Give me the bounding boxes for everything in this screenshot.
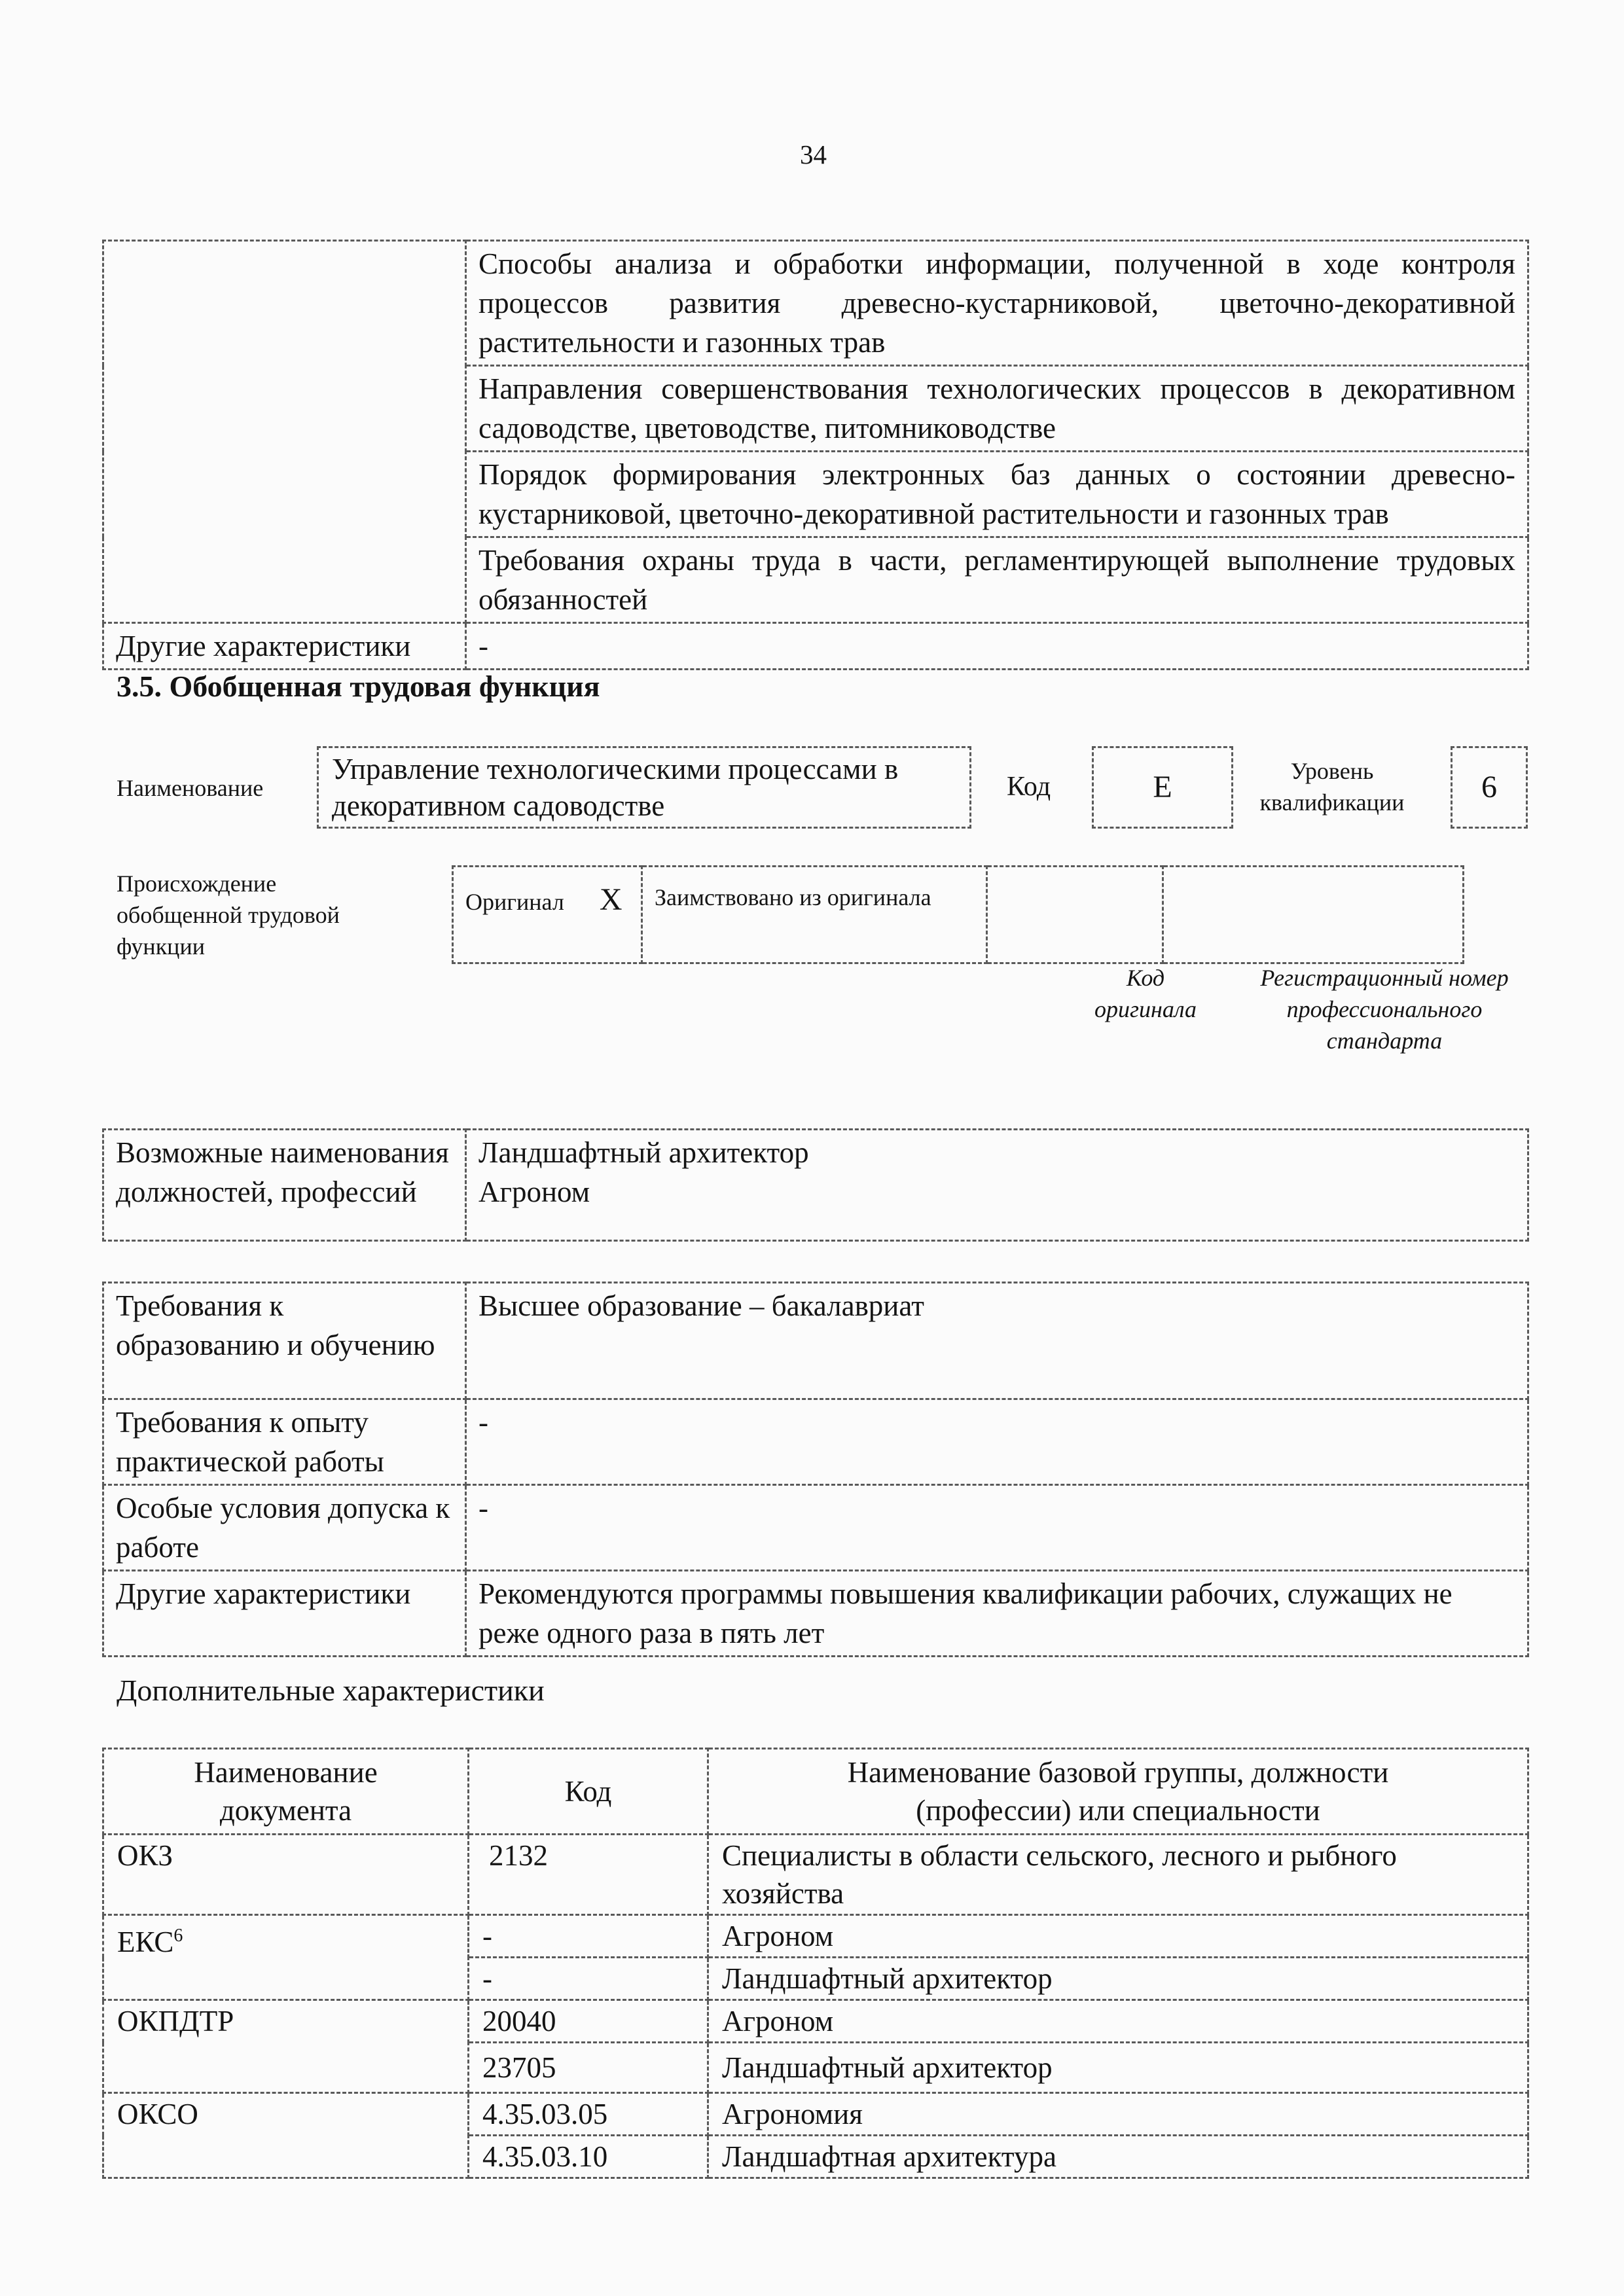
name-cell: Агрономия [708,2093,1528,2136]
other-characteristics-value: - [466,623,1528,670]
origin-table [452,865,1464,964]
knowledge-label-cell [103,241,466,623]
knowledge-item: Направления совершенствования технологических процессов в декоративном садоводстве, цветоводстве, питомниководстве [466,366,1528,452]
knowledge-item: Порядок формирования электронных баз данных о состоянии древесно-кустарниковой, цветочно-декоративной растительности и газонных трав [466,452,1528,537]
code-cell: 2132 [469,1835,708,1915]
borrowed-label: Заимствовано из оригинала [642,867,987,963]
code-cell: - [469,1915,708,1958]
code-cell: 4.35.03.10 [469,2136,708,2178]
doc-okso: ОКСО [103,2093,469,2178]
req-education-label: Требования к образованию и обучению [103,1283,466,1399]
header-code: Код [469,1749,708,1835]
code-cell: 20040 [469,2000,708,2043]
name-cell: Ландшафтный архитектор [708,1958,1528,2000]
additional-table [102,1748,1529,2179]
header-name: Наименование базовой группы, должности (профессии) или специальности [708,1749,1528,1835]
code-label: Код [1007,772,1051,802]
additional-title: Дополнительные характеристики [117,1674,545,1707]
req-admission-value: - [466,1485,1528,1571]
name-cell: Ландшафтный архитектор [708,2043,1528,2093]
level-value-box [1451,746,1528,829]
position-item: Ландшафтный архитектор [478,1136,809,1169]
doc-okz: ОКЗ [103,1835,469,1915]
req-experience-label: Требования к опыту практической работы [103,1399,466,1485]
req-other-label: Другие характеристики [103,1571,466,1657]
requirements-table [102,1282,1529,1657]
req-experience-value: - [466,1399,1528,1485]
positions-table [102,1128,1529,1242]
header-doc: Наименование документа [103,1749,469,1835]
reg-number-cell [1163,867,1464,963]
positions-values [466,1130,1528,1241]
doc-okpdtr: ОКПДТР [103,2000,469,2093]
code-value: E [1153,770,1172,804]
code-cell: - [469,1958,708,2000]
reg-number-caption: Регистрационный номер профессионального стандарта [1260,965,1509,1054]
positions-label: Возможные наименования должностей, профессий [103,1130,466,1241]
doc-eks-text: ЕКС [117,1926,174,1958]
code-value-box [1092,746,1233,829]
name-label: Наименование [117,775,264,801]
req-admission-label: Особые условия допуска к работе [103,1485,466,1571]
original-label: Оригинал [465,889,564,915]
original-mark: X [599,882,623,917]
name-cell: Специалисты в области сельского, лесного и рыбного хозяйства [708,1835,1528,1915]
doc-eks [103,1915,469,2000]
name-cell: Агроном [708,2000,1528,2043]
code-original-caption: Код оригинала [1094,965,1197,1022]
level-value: 6 [1481,770,1497,804]
name-cell: Ландшафтная архитектура [708,2136,1528,2178]
level-label: Уровень квалификации [1259,758,1405,816]
name-value-box [317,746,971,829]
original-cell [453,867,642,963]
code-cell: 23705 [469,2043,708,2093]
footnote-mark: 6 [173,1926,183,1946]
code-cell: 4.35.03.05 [469,2093,708,2136]
section-title: 3.5. Обобщенная трудовая функция [117,670,600,703]
position-item: Агроном [478,1175,590,1208]
origin-label: Происхождение обобщенной трудовой функции [117,870,340,960]
name-cell: Агроном [708,1915,1528,1958]
other-characteristics-label: Другие характеристики [103,623,466,670]
req-education-value: Высшее образование – бакалавриат [466,1283,1528,1399]
code-original-cell [987,867,1163,963]
knowledge-item: Способы анализа и обработки информации, полученной в ходе контроля процессов развития древесно-кустарниковой, цветочно-декоративной растительности и газонных трав [466,241,1528,366]
name-value: Управление технологическими процессами в декоративном садоводстве [332,753,899,822]
req-other-value: Рекомендуются программы повышения квалификации рабочих, служащих не реже одного раза в пять лет [466,1571,1528,1657]
page-number: 34 [800,139,827,170]
knowledge-table [102,240,1529,670]
knowledge-item: Требования охраны труда в части, регламентирующей выполнение трудовых обязанностей [466,537,1528,623]
